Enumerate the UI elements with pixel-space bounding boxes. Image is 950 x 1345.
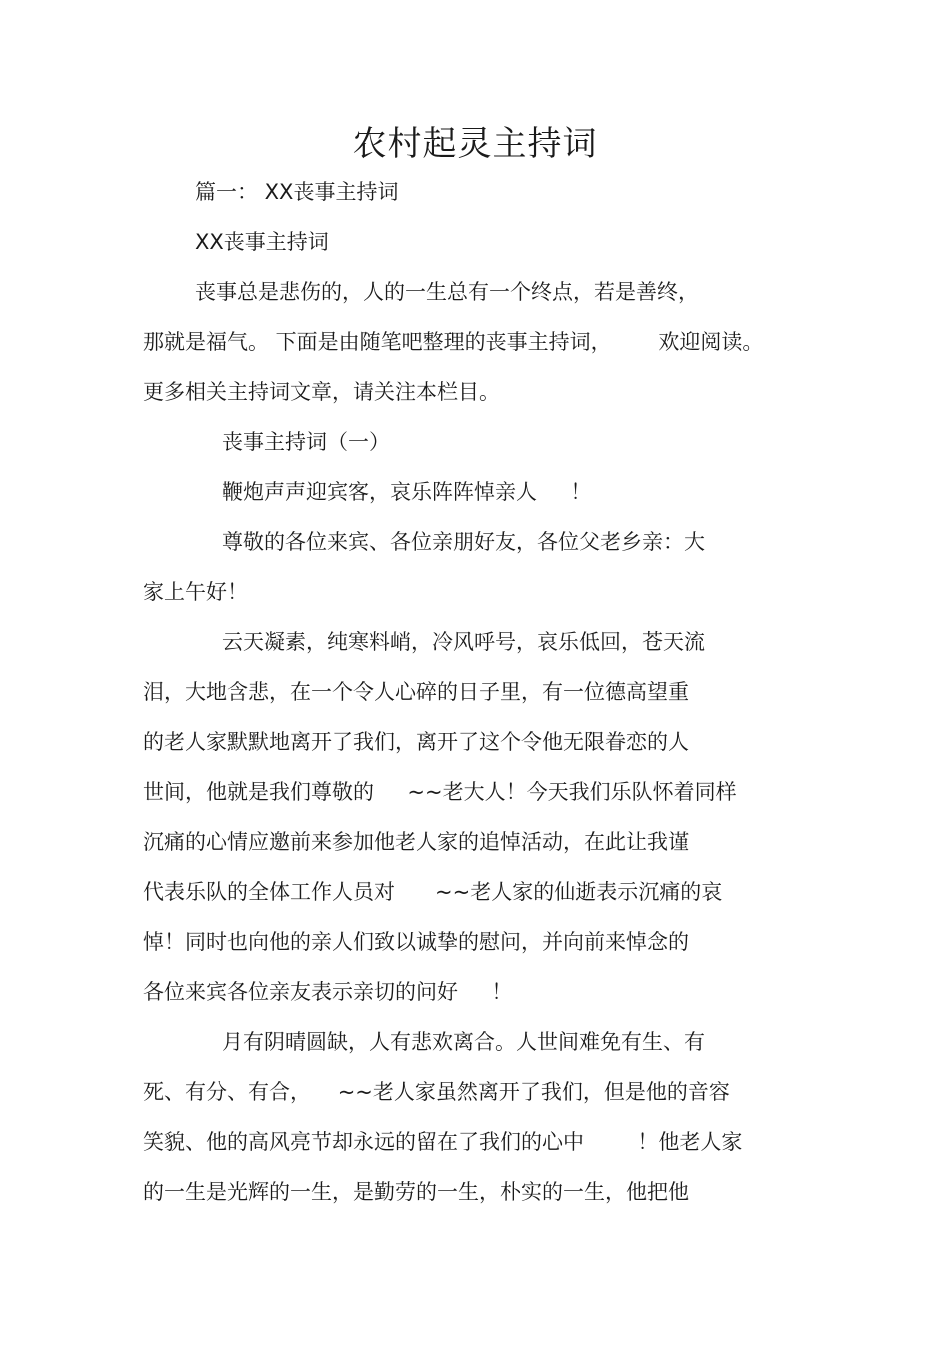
- paragraph-line: 云天凝素，纯寒料峭，冷风呼号，哀乐低回，苍天流: [222, 630, 705, 654]
- paragraph-line: 泪，大地含悲，在一个令人心碎的日子里，有一位德高望重: [143, 680, 689, 704]
- subsection-heading: XX丧事主持词: [195, 230, 329, 254]
- paragraph-line: 世间，他就是我们尊敬的 ~~老大人！今天我们乐队怀着同样: [143, 780, 737, 804]
- paragraph-line: 鞭炮声声迎宾客，哀乐阵阵悼亲人 ！: [222, 480, 592, 504]
- paragraph-line: 丧事总是悲伤的，人的一生总有一个终点，若是善终，: [195, 280, 699, 304]
- paragraph-line: 悼！同时也向他的亲人们致以诚挚的慰问，并向前来悼念的: [143, 930, 689, 954]
- paragraph-line: 笑貌、他的高风亮节却永远的留在了我们的心中 ！他老人家: [143, 1130, 743, 1154]
- paragraph-line: 更多相关主持词文章，请关注本栏目。: [143, 380, 500, 404]
- paragraph-line: 代表乐队的全体工作人员对 ~~老人家的仙逝表示沉痛的哀: [143, 880, 723, 904]
- paragraph-line: 的一生是光辉的一生，是勤劳的一生，朴实的一生，他把他: [143, 1180, 689, 1204]
- paragraph-line: 家上午好！: [143, 580, 248, 604]
- paragraph-line: 各位来宾各位亲友表示亲切的问好 ！: [143, 980, 513, 1004]
- paragraph-line: 死、有分、有合， ~~老人家虽然离开了我们，但是他的音容: [143, 1080, 730, 1104]
- paragraph-line: 尊敬的各位来宾、各位亲朋好友，各位父老乡亲：大: [222, 530, 705, 554]
- document-title: 农村起灵主持词: [352, 124, 598, 164]
- paragraph-line: 月有阴晴圆缺，人有悲欢离合。人世间难免有生、有: [222, 1030, 705, 1054]
- section-heading: 篇一： XX丧事主持词: [195, 180, 399, 204]
- paragraph-line: 沉痛的心情应邀前来参加他老人家的追悼活动，在此让我谨: [143, 830, 689, 854]
- paragraph-line: 的老人家默默地离开了我们，离开了这个令他无限眷恋的人: [143, 730, 689, 754]
- speech-heading: 丧事主持词（一）: [222, 430, 390, 454]
- paragraph-line: 那就是福气。 下面是由随笔吧整理的丧事主持词， 欢迎阅读。: [143, 330, 764, 354]
